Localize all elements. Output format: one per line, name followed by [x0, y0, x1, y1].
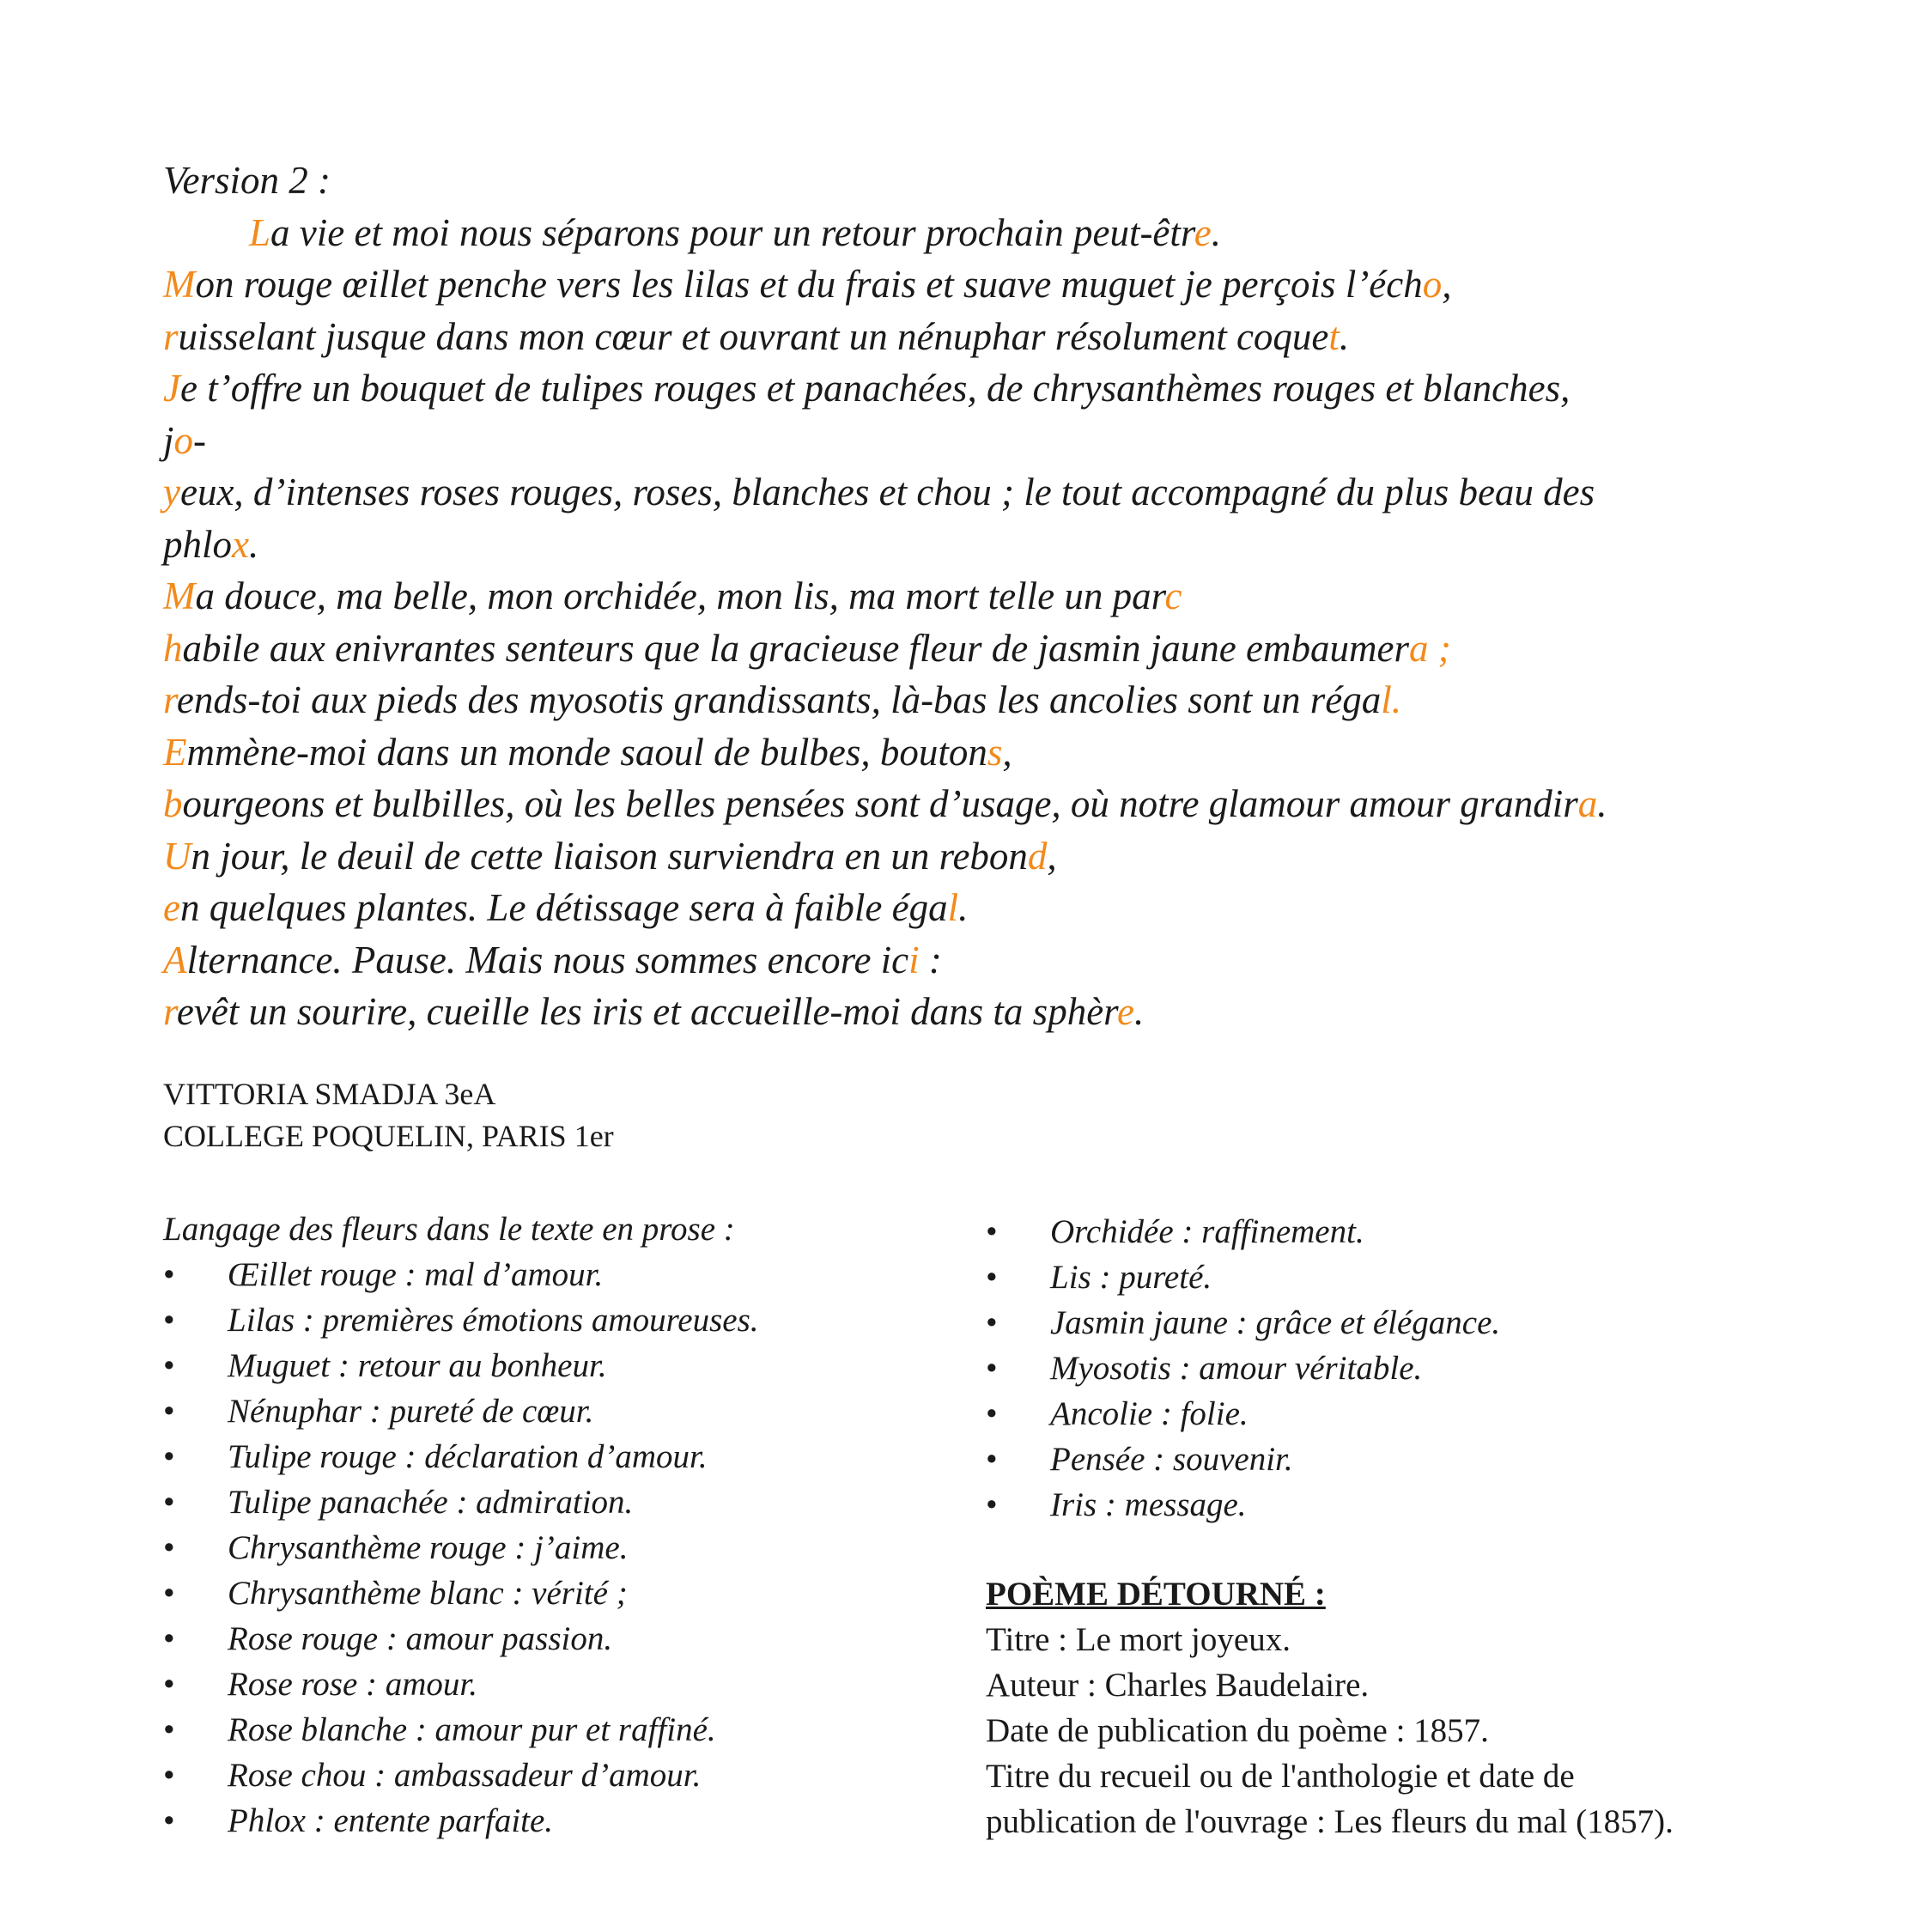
- flower-meaning-item: [163, 1252, 953, 1297]
- flower-meaning-item: [986, 1255, 1844, 1300]
- poem-line: [163, 415, 1795, 467]
- bullet-icon: •: [163, 1256, 175, 1293]
- detourne-line: Titre : Le mort joyeux.: [986, 1621, 1291, 1658]
- poem-line-body: j: [163, 418, 174, 462]
- flower-meaning-text: Lilas : premières émotions amoureuses.: [228, 1302, 759, 1339]
- flower-meaning-text: Chrysanthème blanc : vérité ;: [228, 1575, 628, 1612]
- bullet-icon: •: [163, 1620, 175, 1657]
- bullet-icon: •: [986, 1304, 998, 1341]
- author-name: VITTORIA SMADJA 3eA: [163, 1077, 496, 1111]
- poem-line-body: eux, d’intenses roses rouges, roses, blanches et chou ; le tout accompagné du plus beau des: [179, 471, 1595, 513]
- bullet-icon: •: [986, 1441, 998, 1478]
- poem-line-first: r: [163, 678, 177, 721]
- poem-line-first: r: [163, 314, 179, 358]
- detourne-line: publication de l'ouvrage : Les fleurs du mal (1857).: [986, 1803, 1674, 1840]
- poem-line: [163, 674, 1795, 726]
- poem-line: [163, 934, 1795, 987]
- poem-line: [163, 258, 1795, 311]
- poem-line-last: a: [1577, 782, 1598, 825]
- poem-line-last: l: [947, 886, 959, 929]
- flower-meaning-item: [163, 1571, 953, 1616]
- bullet-icon: •: [986, 1213, 998, 1250]
- flower-list-right: [986, 1209, 1844, 1528]
- flower-language-left: [163, 1206, 953, 1844]
- flower-meaning-text: Orchidée : raffinement.: [1050, 1213, 1364, 1250]
- poem-line-body: mmène-moi dans un monde saoul de bulbes, bouton: [186, 730, 987, 774]
- poem-line: [163, 311, 1795, 363]
- bullet-icon: •: [163, 1666, 175, 1703]
- poem-line-first: E: [163, 730, 187, 774]
- poem-line-body: ourgeons et bulbilles, où les belles pensées sont d’usage, où notre glamour amour grandir: [182, 782, 1578, 825]
- poem-line-end: ,: [1047, 834, 1057, 878]
- poem-line-first: U: [163, 834, 191, 878]
- flower-list-left: [163, 1252, 953, 1844]
- flower-meaning-item: [986, 1209, 1844, 1255]
- detourne-line: Titre du recueil ou de l'anthologie et date de: [986, 1758, 1575, 1795]
- poem-line-end: .: [249, 522, 259, 566]
- flower-meaning-text: Lis : pureté.: [1050, 1259, 1212, 1296]
- poem-line-first: r: [163, 990, 177, 1033]
- poem-line: [163, 623, 1795, 675]
- poem-line-body: a vie et moi nous séparons pour un retour prochain peut-êtr: [270, 210, 1194, 254]
- flower-meaning-text: Tulipe rouge : déclaration d’amour.: [228, 1438, 708, 1475]
- poem-line-end: .: [1597, 782, 1607, 825]
- poem-line-last: i: [908, 938, 920, 981]
- poem-line-first: e: [163, 886, 180, 929]
- flower-meaning-text: Jasmin jaune : grâce et élégance.: [1050, 1304, 1501, 1341]
- poem-line-last: a ;: [1408, 626, 1451, 670]
- poem-line-body: ends-toi aux pieds des myosotis grandissants, là-bas les ancolies sont un réga: [176, 678, 1382, 721]
- poem-line-last: l.: [1381, 678, 1402, 721]
- poem-line-first: A: [163, 938, 187, 981]
- flower-meaning-text: Rose chou : ambassadeur d’amour.: [228, 1757, 702, 1794]
- poem-line-body: evêt un sourire, cueille les iris et accueille-moi dans ta sphèr: [176, 990, 1118, 1033]
- poem-line: [163, 466, 1795, 519]
- poem-line-first: h: [163, 626, 183, 670]
- poem-line-body: uisselant jusque dans mon cœur et ouvrant un nénuphar résolument coque: [178, 314, 1329, 358]
- poem-lines: [163, 207, 1795, 1038]
- flower-meaning-item: [163, 1616, 953, 1662]
- flower-meaning-text: Nénuphar : pureté de cœur.: [228, 1393, 594, 1430]
- flower-meaning-text: Rose blanche : amour pur et raffiné.: [228, 1711, 716, 1748]
- version-label: Version 2 :: [163, 159, 331, 202]
- flower-meaning-text: Chrysanthème rouge : j’aime.: [228, 1529, 629, 1566]
- detourne-line: Auteur : Charles Baudelaire.: [986, 1667, 1370, 1704]
- flower-meaning-item: [986, 1346, 1844, 1391]
- flower-meaning-text: Myosotis : amour véritable.: [1050, 1350, 1423, 1387]
- bullet-icon: •: [163, 1347, 175, 1384]
- flower-meaning-item: [163, 1388, 953, 1434]
- bullet-icon: •: [163, 1302, 175, 1339]
- poem-line-last: d: [1027, 834, 1048, 878]
- bullet-icon: •: [163, 1757, 175, 1794]
- author-school: COLLEGE POQUELIN, PARIS 1er: [163, 1119, 614, 1153]
- poem-line-first: b: [163, 782, 183, 825]
- poem-line-body: n quelques plantes. Le détissage sera à faible éga: [179, 886, 948, 929]
- bullet-icon: •: [986, 1486, 998, 1523]
- flower-meaning-item: [163, 1343, 953, 1388]
- poem-line: [163, 519, 1795, 571]
- flower-meaning-item: [163, 1297, 953, 1343]
- bullet-icon: •: [986, 1350, 998, 1387]
- poem-line: [163, 207, 1795, 259]
- flower-meaning-text: Rose rose : amour.: [228, 1666, 478, 1703]
- flower-meaning-item: [163, 1479, 953, 1525]
- bullet-icon: •: [163, 1575, 175, 1612]
- flower-meaning-text: Pensée : souvenir.: [1050, 1441, 1293, 1478]
- flower-meaning-text: Phlox : entente parfaite.: [228, 1802, 554, 1839]
- poem-line: [163, 362, 1795, 415]
- poem-line-end: .: [1134, 990, 1145, 1033]
- poem-line-body: a douce, ma belle, mon orchidée, mon lis, ma mort telle un par: [195, 574, 1165, 617]
- detourne-line: Date de publication du poème : 1857.: [986, 1712, 1489, 1749]
- poem-line-first: y: [163, 471, 180, 513]
- poem-line-last: o: [173, 418, 194, 462]
- poem-line-end: ,: [1442, 263, 1452, 306]
- poem-line-last: c: [1164, 574, 1182, 617]
- flower-meaning-item: [163, 1434, 953, 1479]
- poem-line: [163, 570, 1795, 623]
- flower-meaning-item: [986, 1482, 1844, 1528]
- flower-meaning-item: [163, 1753, 953, 1798]
- poem-line: [163, 778, 1795, 830]
- bullet-icon: •: [163, 1438, 175, 1475]
- flower-language-heading: Langage des fleurs dans le texte en prose :: [163, 1211, 735, 1248]
- poem-line-end: :: [919, 938, 942, 981]
- poem-line-last: o: [1422, 263, 1443, 306]
- poem-line-last: s: [987, 730, 1003, 774]
- poem-line-body: n jour, le deuil de cette liaison surviendra en un rebon: [191, 834, 1028, 878]
- poem-line-last: e: [1194, 210, 1212, 254]
- poem-line: [163, 830, 1795, 883]
- poem-line-body: abile aux enivrantes senteurs que la gracieuse fleur de jasmin jaune embaumer: [182, 626, 1409, 670]
- bullet-icon: •: [163, 1711, 175, 1748]
- poem-line: [163, 726, 1795, 779]
- poeme-detourne: [986, 1571, 1844, 1844]
- poem-line-last: e: [1117, 990, 1134, 1033]
- bullet-icon: •: [163, 1802, 175, 1839]
- poem-line-body: lternance. Pause. Mais nous sommes encore ic: [186, 938, 909, 981]
- poem-line-body: e t’offre un bouquet de tulipes rouges et panachées, de chrysanthèmes rouges et blanches,: [179, 367, 1571, 410]
- poem-line-end: .: [958, 886, 969, 929]
- poem-line-end: ,: [1002, 730, 1012, 774]
- flower-meaning-item: [163, 1707, 953, 1753]
- poem-line-first: M: [163, 263, 196, 306]
- poeme-detourne-title: POÈME DÉTOURNÉ :: [986, 1576, 1326, 1613]
- bullet-icon: •: [986, 1259, 998, 1296]
- bullet-icon: •: [163, 1484, 175, 1521]
- flower-meaning-text: Iris : message.: [1050, 1486, 1247, 1523]
- poem-line: [163, 986, 1795, 1038]
- poem: [163, 155, 1795, 1038]
- flower-meaning-item: [986, 1391, 1844, 1437]
- bullet-icon: •: [163, 1529, 175, 1566]
- flower-meaning-text: Rose rouge : amour passion.: [228, 1620, 613, 1657]
- poem-line-end: .: [1339, 314, 1350, 358]
- poem-line-end: -: [193, 418, 207, 462]
- flower-meaning-text: Ancolie : folie.: [1050, 1395, 1249, 1432]
- poem-line-last: x: [232, 522, 249, 566]
- poem-line-body: on rouge œillet penche vers les lilas et du frais et suave muguet je perçois l’éch: [195, 263, 1423, 306]
- bullet-icon: •: [986, 1395, 998, 1432]
- poem-line-last: t: [1328, 314, 1340, 358]
- flower-meaning-text: Tulipe panachée : admiration.: [228, 1484, 634, 1521]
- poem-line-first: L: [249, 210, 271, 254]
- flower-meaning-item: [986, 1300, 1844, 1346]
- poem-line-first: J: [163, 367, 180, 410]
- flower-meaning-text: Œillet rouge : mal d’amour.: [228, 1256, 604, 1293]
- poeme-detourne-details: [986, 1617, 1844, 1844]
- flower-meaning-item: [163, 1798, 953, 1844]
- poem-line: [163, 882, 1795, 934]
- author-block: [163, 1073, 614, 1157]
- flower-meaning-text: Muguet : retour au bonheur.: [228, 1347, 607, 1384]
- flower-meaning-item: [163, 1525, 953, 1571]
- flower-language-right: [986, 1209, 1844, 1528]
- poem-line-body: phlo: [163, 522, 233, 566]
- poem-line-first: M: [163, 574, 196, 617]
- bullet-icon: •: [163, 1393, 175, 1430]
- flower-meaning-item: [986, 1437, 1844, 1482]
- poem-line-end: .: [1211, 210, 1221, 254]
- flower-meaning-item: [163, 1662, 953, 1707]
